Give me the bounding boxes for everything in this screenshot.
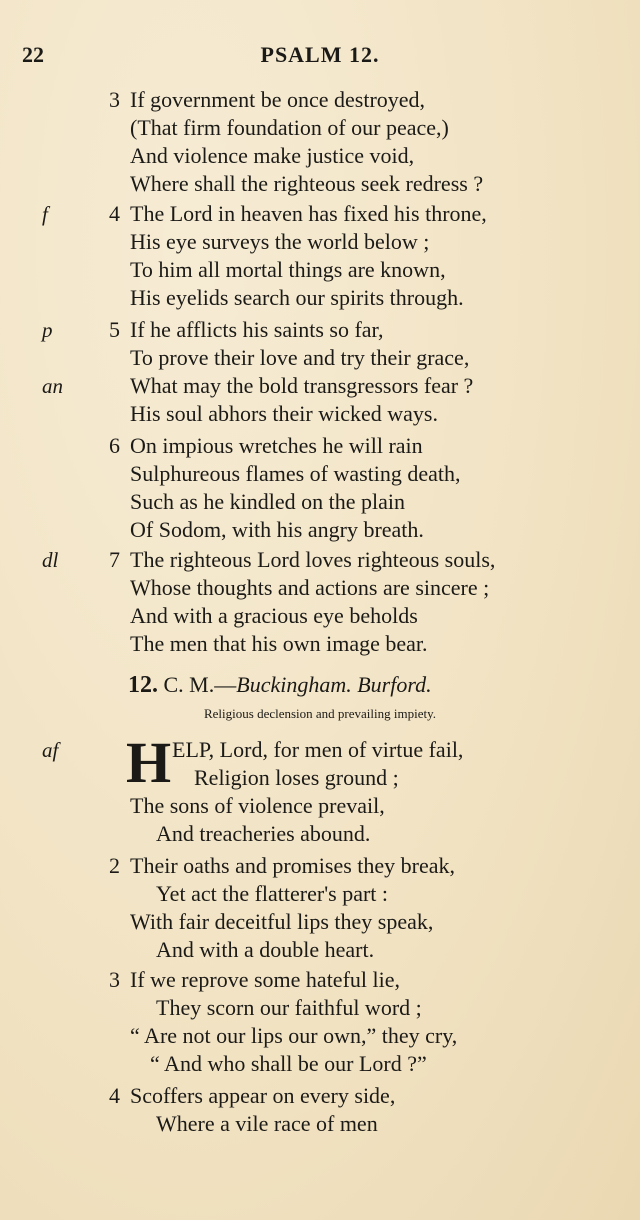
verse-line: Yet act the flatterer's part : [156,881,389,906]
verse-line: They scorn our faithful word ; [156,995,422,1020]
stanza-number: 2 [109,853,120,878]
verse-line: Whose thoughts and actions are sincere ; [130,575,490,600]
verse-line: The righteous Lord loves righteous souls, [130,547,496,572]
verse-line: ELP, Lord, for men of virtue fail, [172,737,464,762]
verse-line: The sons of violence prevail, [130,793,385,818]
verse-line: The Lord in heaven has fixed his throne, [130,201,487,226]
hymn-subtitle: Religious declension and prevailing impiety. [203,706,437,721]
verse-line: On impious wretches he will rain [130,433,423,458]
verse-line: Scoffers appear on every side, [130,1083,396,1108]
verse-line: If government be once destroyed, [130,87,426,112]
verse-line: Their oaths and promises they break, [130,853,456,878]
margin-mark: p [42,318,53,342]
stanza-number: 4 [109,1083,120,1108]
page-title: PSALM 12. [260,42,380,67]
page-number: 22 [22,42,44,67]
verse-line: And with a double heart. [156,937,375,962]
verse-line: Sulphureous flames of wasting death, [130,461,461,486]
verse-line: And treacheries abound. [156,821,371,846]
verse-line: If we reprove some hateful lie, [130,967,400,992]
stanza-number: 3 [109,87,120,112]
page-header [0,42,640,74]
verse-line: His eyelids search our spirits through. [130,285,464,310]
verse-line: Where a vile race of men [156,1111,378,1136]
hymn-meter: C. M.— [163,672,237,697]
hymn-heading [128,670,432,700]
stanza-number: 4 [109,201,120,226]
margin-mark: dl [42,548,59,572]
verse-line: (That firm foundation of our peace,) [130,115,449,140]
verse-line: To him all mortal things are known, [130,257,446,282]
hymn-tunes: Buckingham. Burford. [236,672,432,697]
hymn-number: 12. [128,672,158,698]
verse-line: And with a gracious eye beholds [130,603,418,628]
verse-line: Such as he kindled on the plain [130,489,405,514]
verse-line: Of Sodom, with his angry breath. [130,517,424,542]
verse-line: If he afflicts his saints so far, [130,317,384,342]
verse-line: With fair deceitful lips they speak, [130,909,434,934]
verse-line: “ Are not our lips our own,” they cry, [130,1023,458,1048]
margin-mark: f [42,202,48,226]
verse-line: What may the bold transgressors fear ? [130,373,474,398]
stanza-number: 3 [109,967,120,992]
verse-line: Where shall the righteous seek redress ? [130,171,484,196]
verse-line: “ And who shall be our Lord ?” [150,1051,427,1076]
verse-line: The men that his own image bear. [130,631,428,656]
stanza-number: 5 [109,317,120,342]
verse-line: And violence make justice void, [130,143,415,168]
verse-line: To prove their love and try their grace, [130,345,470,370]
margin-mark: an [42,374,63,398]
margin-mark: af [42,738,59,762]
stanza-number: 7 [109,547,120,572]
stanza-number: 6 [109,433,120,458]
verse-line: His soul abhors their wicked ways. [130,401,438,426]
verse-line: His eye surveys the world below ; [130,229,430,254]
drop-cap: H [126,730,172,795]
verse-line: Religion loses ground ; [194,765,399,790]
